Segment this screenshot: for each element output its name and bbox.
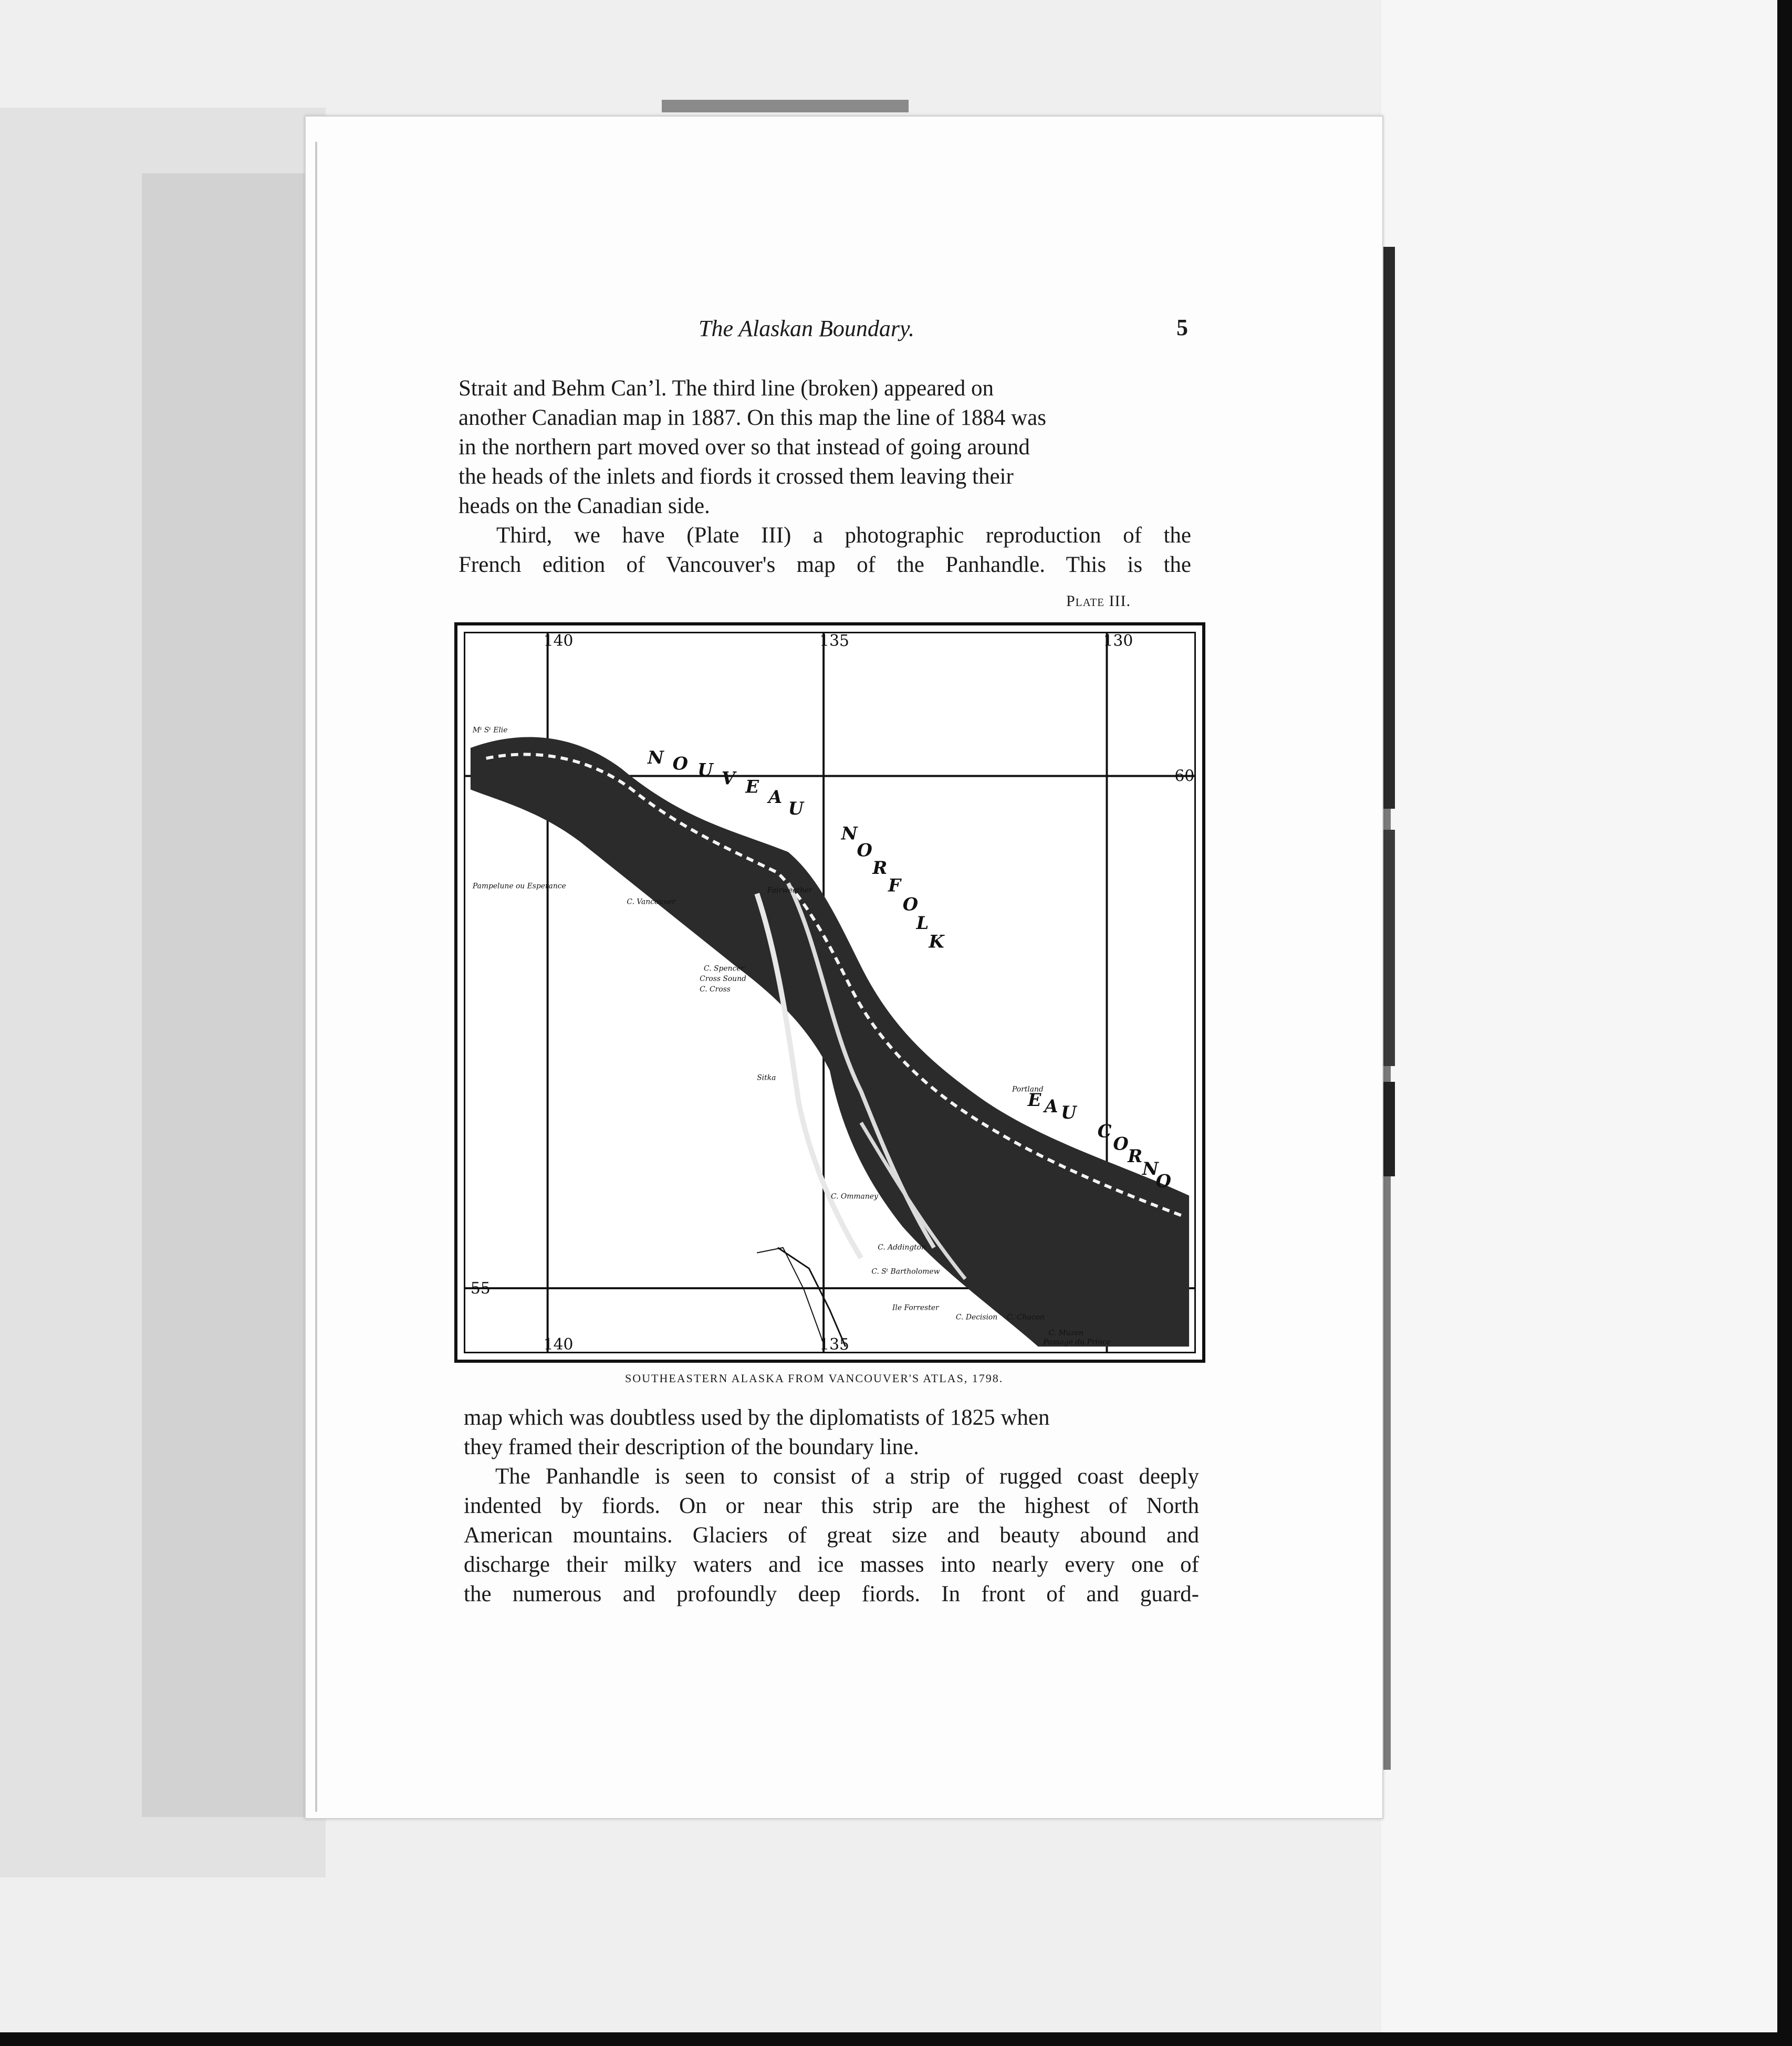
text-line: the heads of the inlets and fiords it crossed them leaving their — [459, 464, 1014, 489]
text-line: discharge their milky waters and ice masses into nearly every one of — [464, 1552, 1199, 1577]
text-line: the numerous and profoundly deep fiords. In front of and guard- — [464, 1582, 1199, 1606]
place-label: C. Chacon — [1007, 1313, 1045, 1322]
region-letter: U — [697, 759, 713, 780]
place-label: Sitka — [757, 1073, 776, 1082]
place-label: C. Decision — [955, 1313, 998, 1322]
place-label: Passage du Prince — [1043, 1338, 1111, 1347]
region-letter: L — [916, 912, 929, 934]
paragraph-4 — [464, 1462, 1199, 1609]
region-letter: C — [1097, 1120, 1112, 1142]
plate-map — [454, 622, 1205, 1363]
place-label: C. Vancouver — [627, 897, 675, 906]
tick-label: 140 — [543, 633, 574, 650]
region-letter: N — [841, 822, 858, 844]
boundary-line — [778, 1248, 846, 1346]
region-letter: A — [768, 786, 783, 808]
region-letter: K — [929, 931, 944, 952]
text-line: in the northern part moved over so that instead of going around — [459, 435, 1030, 460]
place-label: C. Addington — [878, 1243, 926, 1252]
plate-caption: SOUTHEASTERN ALASKA FROM VANCOUVER'S ATLAS, 1798. — [625, 1372, 1004, 1385]
place-label: C. Sᵗ Bartholomew — [871, 1267, 940, 1276]
text-line: they framed their description of the boundary line. — [464, 1435, 919, 1459]
region-letter: U — [1061, 1101, 1077, 1123]
text-line: heads on the Canadian side. — [459, 494, 710, 518]
region-letter: E — [1027, 1089, 1041, 1111]
tick-label: 140 — [543, 1335, 574, 1352]
plate-label: Plate III. — [1066, 592, 1131, 610]
paragraph-3 — [464, 1403, 1196, 1462]
text-line: French edition of Vancouver's map of the Panhandle. This is the — [459, 552, 1191, 577]
tick-label: 135 — [819, 1335, 849, 1352]
region-letter: R — [1128, 1145, 1143, 1167]
scan-border-bottom — [0, 2032, 1792, 2046]
region-letter: N — [1142, 1157, 1159, 1179]
place-label: Fairweather — [767, 886, 812, 895]
place-label: Mᵗ Sᵗ Elie — [472, 726, 508, 735]
place-label: Portland — [1012, 1085, 1044, 1094]
text-line: Strait and Behm Can’l. The third line (broken) appeared on — [459, 376, 994, 401]
place-label: C. Cross — [700, 985, 731, 994]
region-letter: O — [902, 893, 919, 915]
text-line: The Panhandle is seen to consist of a strip of rugged coast deeply — [495, 1464, 1199, 1489]
region-letter: O — [672, 753, 688, 774]
region-letter: O — [1113, 1133, 1129, 1154]
region-letter: E — [745, 776, 759, 797]
region-letter: U — [788, 797, 804, 819]
page-fold-line — [315, 142, 317, 1812]
paragraph-1 — [459, 374, 1191, 521]
tick-label: 60 — [1174, 767, 1194, 786]
running-title: The Alaskan Boundary. — [699, 316, 915, 341]
place-label: Pampelune ou Esperance — [472, 882, 566, 891]
boundary-line — [757, 1248, 825, 1346]
scan-border-right — [1777, 0, 1792, 2046]
backing-page-edge — [142, 173, 315, 1817]
text-line: another Canadian map in 1887. On this map the line of 1884 was — [459, 405, 1046, 430]
map-inner-border — [464, 632, 1196, 1353]
page-number: 5 — [1176, 315, 1188, 340]
place-label: C. Spencer — [704, 964, 745, 973]
region-letter: A — [1044, 1095, 1058, 1116]
place-label: C. Ommaney — [830, 1192, 878, 1201]
tick-label: 130 — [1103, 633, 1133, 650]
tick-label: 135 — [819, 633, 849, 650]
text-line: American mountains. Glaciers of great size and beauty abound and — [464, 1523, 1199, 1548]
region-letter: R — [872, 857, 888, 878]
facing-sheet — [1381, 0, 1777, 2032]
region-letter: N — [648, 746, 664, 768]
tick-label: 55 — [470, 1279, 491, 1298]
text-line: indented by fiords. On or near this strip are the highest of North — [464, 1494, 1199, 1518]
place-label: Cross Sound — [700, 975, 746, 984]
map-graphic — [465, 633, 1194, 1352]
region-letter: O — [1155, 1170, 1171, 1192]
place-label: C. Muzon — [1048, 1329, 1084, 1338]
region-letter: F — [888, 874, 901, 896]
page-edge — [662, 100, 909, 112]
paragraph-2 — [459, 521, 1191, 580]
text-line: map which was doubtless used by the diplomatists of 1825 when — [464, 1405, 1050, 1430]
region-letter: O — [857, 839, 872, 861]
place-label: Ile Forrester — [892, 1303, 939, 1312]
text-line: Third, we have (Plate III) a photographic reproduction of the — [496, 523, 1191, 548]
coastline-mountains — [471, 737, 1189, 1346]
region-letter: V — [721, 767, 735, 789]
